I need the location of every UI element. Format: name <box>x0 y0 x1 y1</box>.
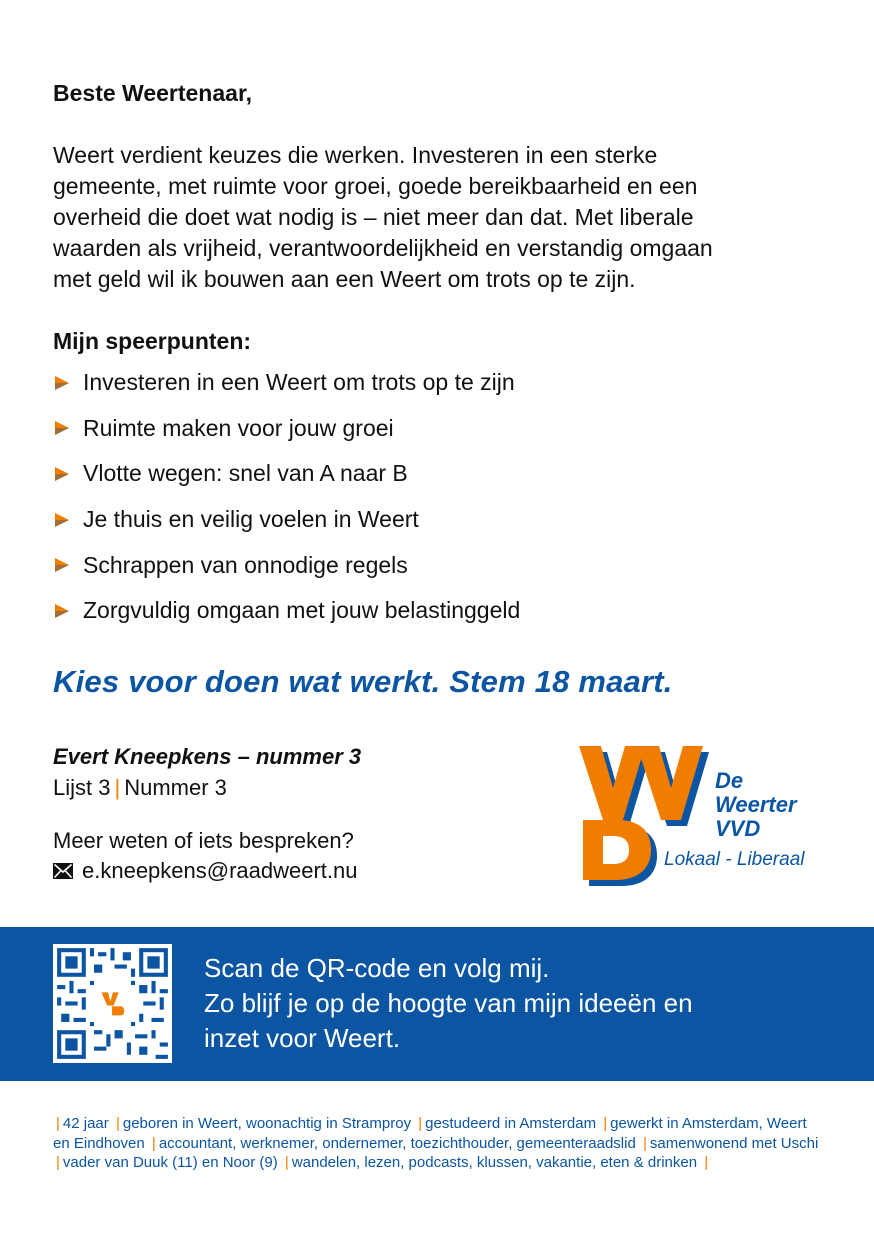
point-label: Investeren in een Weert om trots op te zijn <box>83 369 515 396</box>
logo-line-3: VVD <box>715 816 761 841</box>
orange-triangle-bullet-icon <box>53 602 71 620</box>
orange-triangle-bullet-icon <box>53 511 71 529</box>
point-item <box>53 542 520 588</box>
logo-line-2: Weerter <box>715 792 797 817</box>
orange-triangle-bullet-icon <box>53 419 71 437</box>
bio-item: vader van Duuk (11) en Noor (9) <box>62 1154 278 1171</box>
intro-line: gemeente, met ruimte voor groei, goede bereikbaarheid en een <box>53 173 698 199</box>
orange-triangle-bullet-icon <box>53 465 71 483</box>
banner-line: Zo blijf je op de hoogte van mijn ideeën en <box>204 988 693 1018</box>
point-item <box>53 406 520 452</box>
intro-line: Weert verdient keuzes die werken. Investeren in een sterke <box>53 142 658 168</box>
email-contact[interactable] <box>53 858 358 884</box>
point-label: Schrappen van onnodige regels <box>83 551 408 578</box>
points-title: Mijn speerpunten: <box>53 328 252 354</box>
contact-question: Meer weten of iets bespreken? <box>53 828 354 853</box>
point-label: Ruimte maken voor jouw groei <box>83 414 394 441</box>
logo-tagline: Lokaal - Liberaal <box>664 849 805 870</box>
email-link[interactable]: e.kneepkens@raadweert.nu <box>82 858 358 883</box>
bio-item: samenwonend met Uschi <box>649 1134 819 1152</box>
point-item <box>53 497 520 543</box>
bio-footer: | 42 jaar | geboren in Weert, woonachtig in Stramproy | gestudeerd in Amsterdam | gewerkt in Amsterdam, Weert en Eindhoven | accountant, werknemer, ondernemer, toezichthouder, gemeenteraadslid | samenwonend met Uschi | vader van Duuk (11) en Noor (9) | wandelen, lezen, podcasts, klussen, vakantie, eten & drinken | <box>53 1115 819 1171</box>
orange-triangle-bullet-icon <box>53 374 71 392</box>
point-item <box>53 451 520 497</box>
bio-item: 42 jaar <box>62 1115 109 1132</box>
list-label: Lijst 3 <box>53 775 111 800</box>
banner-line: Scan de QR-code en volg mij. <box>204 953 550 983</box>
logo-line-1: De <box>715 768 744 793</box>
point-label: Vlotte wegen: snel van A naar B <box>83 460 408 487</box>
number-label: Nummer 3 <box>124 775 227 800</box>
slogan: Kies voor doen wat werkt. Stem 18 maart. <box>53 664 673 699</box>
candidate-name: Evert Kneepkens – nummer 3 <box>53 744 362 769</box>
bio-item: gewerkt in Amsterdam, Weert en Eindhoven <box>53 1115 807 1152</box>
qr-banner <box>0 927 874 1081</box>
intro-line: overheid die doet wat nodig is – niet meer dan dat. Met liberale <box>53 204 694 230</box>
qr-code-icon[interactable] <box>53 944 172 1063</box>
point-item <box>53 360 520 406</box>
envelope-icon <box>53 863 73 879</box>
list-info <box>53 775 227 801</box>
banner-line: inzet voor Weert. <box>204 1023 401 1053</box>
greeting: Beste Weertenaar, <box>53 80 253 106</box>
points-list <box>53 360 520 634</box>
bio-item: wandelen, lezen, podcasts, klussen, vakantie, eten & drinken <box>291 1154 698 1171</box>
banner-text <box>204 951 693 1056</box>
bio-item: geboren in Weert, woonachtig in Stramproy <box>122 1115 412 1132</box>
intro-line: waarden als vrijheid, verantwoordelijkheid en verstandig omgaan <box>53 235 713 261</box>
point-label: Je thuis en veilig voelen in Weert <box>83 506 419 533</box>
point-item <box>53 588 520 634</box>
point-label: Zorgvuldig omgaan met jouw belastinggeld <box>83 597 521 624</box>
intro-paragraph <box>53 140 833 295</box>
bio-item: accountant, werknemer, ondernemer, toezichthouder, gemeenteraadslid <box>158 1134 636 1152</box>
intro-line: met geld wil ik bouwen aan een Weert om trots op te zijn. <box>53 266 636 292</box>
qr-code-graphic <box>53 944 172 1063</box>
vvd-logo <box>577 742 837 890</box>
orange-triangle-bullet-icon <box>53 556 71 574</box>
bio-item: gestudeerd in Amsterdam <box>425 1115 597 1132</box>
separator: | <box>114 775 121 800</box>
